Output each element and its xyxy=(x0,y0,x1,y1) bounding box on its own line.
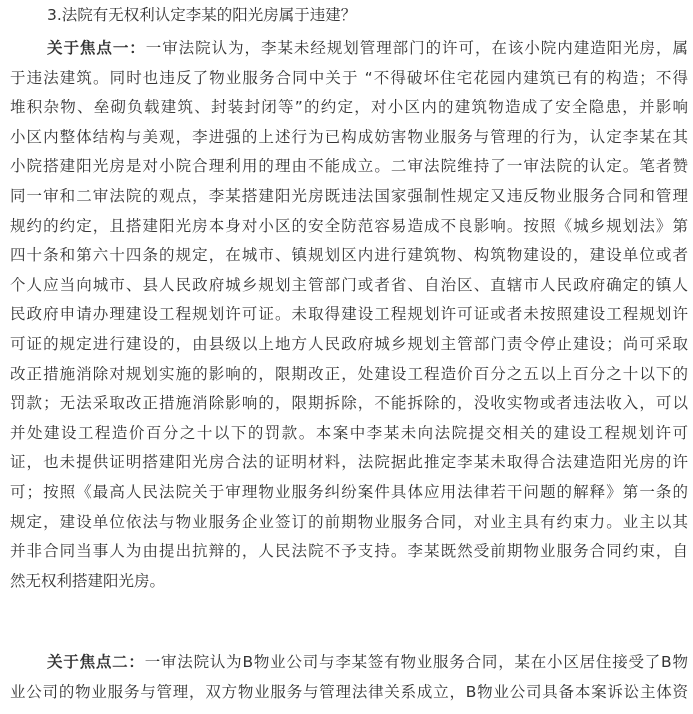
paragraph-line: 可；按照《最高人民法院关于审理物业服务纠纷案件具体应用法律若干问题的解释》第一条的 xyxy=(10,482,688,501)
question-heading: 3.法院有无权利认定李某的阳光房属于违建？ xyxy=(47,6,357,24)
paragraph-line: 于违法建筑。同时也违反了物业服务合同中关于 “不得破坏住宅花园内建筑已有的构造；不得 xyxy=(10,68,688,87)
line-text: 一审法院认为，李某未经规划管理部门的许可，在该小院内建造阳光房，属 xyxy=(145,39,688,57)
paragraph-line xyxy=(10,34,688,64)
focus-one-paragraph xyxy=(10,34,688,596)
paragraph-line: 个人应当向城市、县人民政府城乡规划主管部门或者省、自治区、直辖市人民政府确定的镇人 xyxy=(10,275,688,294)
paragraph-line: 罚款；无法采取改正措施消除影响的，限期拆除，不能拆除的，没收实物或者违法收入，可以 xyxy=(10,394,688,413)
paragraph-line: 小区内整体结构与美观，李进强的上述行为已构成妨害物业服务与管理的行为，认定李某在其 xyxy=(10,127,688,146)
paragraph-line: 堆积杂物、垒砌负载建筑、封装封闭等”的约定，对小区内的建筑物造成了安全隐患，并影响 xyxy=(10,98,688,117)
focus-two-paragraph xyxy=(10,648,688,707)
paragraph-line: 规约的约定，且搭建阳光房本身对小区的安全防范容易造成不良影响。按照《城乡规划法》第 xyxy=(10,216,688,235)
paragraph-line: 规定，建设单位依法与物业服务企业签订的前期物业服务合同，对业主具有约束力。业主以其 xyxy=(10,512,688,531)
paragraph-line xyxy=(10,648,688,678)
focus-two-lead: 关于焦点二： xyxy=(47,653,145,671)
paragraph-line: 业公司的物业服务与管理，双方物业服务与管理法律关系成立，B物业公司具备本案诉讼主体资 xyxy=(10,682,688,701)
paragraph-line: 并处建设工程造价百分之十以下的罚款。本案中李某未向法院提交相关的建设工程规划许可 xyxy=(10,423,688,442)
paragraph-line: 可证的规定进行建设的，由县级以上地方人民政府城乡规划主管部门责令停止建设；尚可采取 xyxy=(10,334,688,353)
paragraph-line: 并非合同当事人为由提出抗辩的，人民法院不予支持。李某既然受前期物业服务合同约束，自 xyxy=(10,542,688,561)
paragraph-line: 小院搭建阳光房是对小院合理利用的理由不能成立。二审法院维持了一审法院的认定。笔者赞 xyxy=(10,157,688,176)
paragraph-line: 同一审和二审法院的观点，李某搭建阳光房既违法国家强制性规定又违反物业服务合同和管理 xyxy=(10,186,688,205)
paragraph-line: 证，也未提供证明搭建阳光房合法的证明材料，法院据此推定李某未取得合法建造阳光房的许 xyxy=(10,453,688,472)
line-text: 一审法院认为B物业公司与李某签有物业服务合同，某在小区居住接受了B物 xyxy=(144,653,688,671)
paragraph-line: 改正措施消除对规划实施的影响的，限期改正，处建设工程造价百分之五以上百分之十以下的 xyxy=(10,364,688,383)
focus-one-lead: 关于焦点一： xyxy=(47,39,146,57)
paragraph-line: 四十条和第六十四条的规定，在城市、镇规划区内进行建筑物、构筑物建设的，建设单位或者 xyxy=(10,246,688,265)
paragraph-line: 然无权利搭建阳光房。 xyxy=(10,571,166,590)
paragraph-line: 民政府申请办理建设工程规划许可证。未取得建设工程规划许可证或者未按照建设工程规划许 xyxy=(10,305,688,324)
